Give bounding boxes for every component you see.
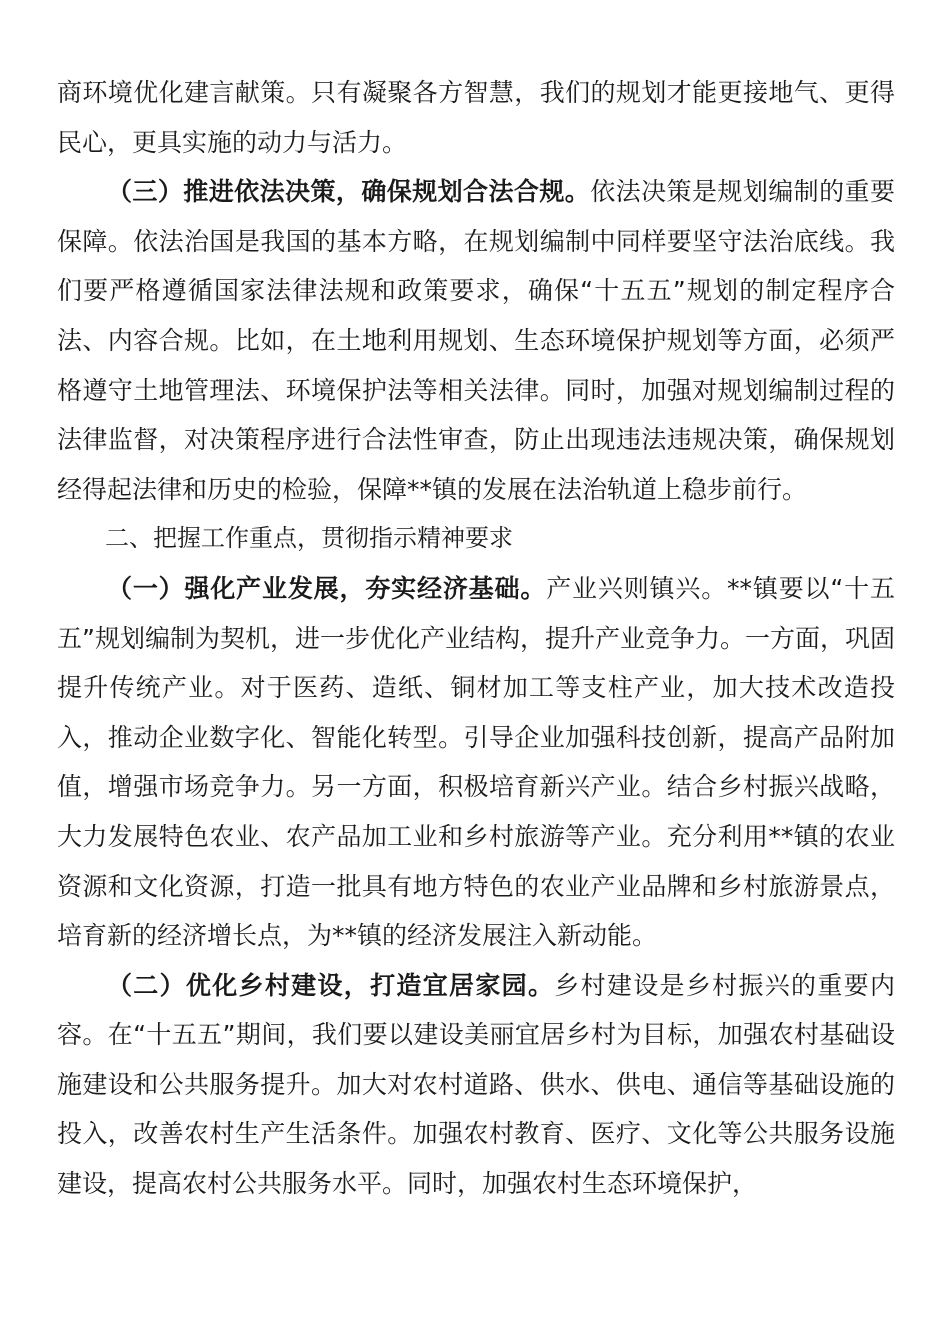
section-3-body: 依法决策是规划编制的重要保障。依法治国是我国的基本方略，在规划编制中同样要坚守法治底线。我们要严格遵循国家法律法规和政策要求，确保“十五五”规划的制定程序合法、内容合规。比如，在土地利用规划、生态环境保护规划等方面，必须严格遵守土地管理法、环境保护法等相关法律。同时，加强对规划编制过程的法律监督，对决策程序进行合法性审查，防止出现违法违规决策，确保规划经得起法律和历史的检验，保障**镇的发展在法治轨道上稳步前行。 [57, 177, 895, 504]
section-3-title: （三）推进依法决策，确保规划合法合规。 [107, 177, 591, 207]
section-3-paragraph [57, 167, 895, 514]
subsection-1-body: 产业兴则镇兴。**镇要以“十五五”规划编制为契机，进一步优化产业结构，提升产业竞争力。一方面，巩固提升传统产业。对于医药、造纸、铜材加工等支柱产业，加大技术改造投入，推动企业数字化、智能化转型。引导企业加强科技创新，提高产品附加值，增强市场竞争力。另一方面，积极培育新兴产业。结合乡村振兴战略，大力发展特色农业、农产品加工业和乡村旅游等产业。充分利用**镇的农业资源和文化资源，打造一批具有地方特色的农业产业品牌和乡村旅游景点，培育新的经济增长点，为**镇的经济发展注入新动能。 [57, 573, 895, 951]
subsection-1-title: （一）强化产业发展，夯实经济基础。 [107, 573, 547, 603]
subsection-2-paragraph [57, 961, 895, 1209]
paragraph-continuation: 商环境优化建言献策。只有凝聚各方智慧，我们的规划才能更接地气、更得民心，更具实施的动力与活力。 [57, 78, 895, 157]
document-page [57, 68, 895, 1209]
subsection-2-body: 乡村建设是乡村振兴的重要内容。在“十五五”期间，我们要以建设美丽宜居乡村为目标，加强农村基础设施建设和公共服务提升。加大对农村道路、供水、供电、通信等基础设施的投入，改善农村生产生活条件。加强农村教育、医疗、文化等公共服务设施建设，提高农村公共服务水平。同时，加强农村生态环境保护， [57, 970, 895, 1199]
heading-2: 二、把握工作重点，贯彻指示精神要求 [105, 524, 513, 553]
subsection-1-paragraph [57, 564, 895, 961]
subsection-2-title: （二）优化乡村建设，打造宜居家园。 [107, 970, 555, 1000]
